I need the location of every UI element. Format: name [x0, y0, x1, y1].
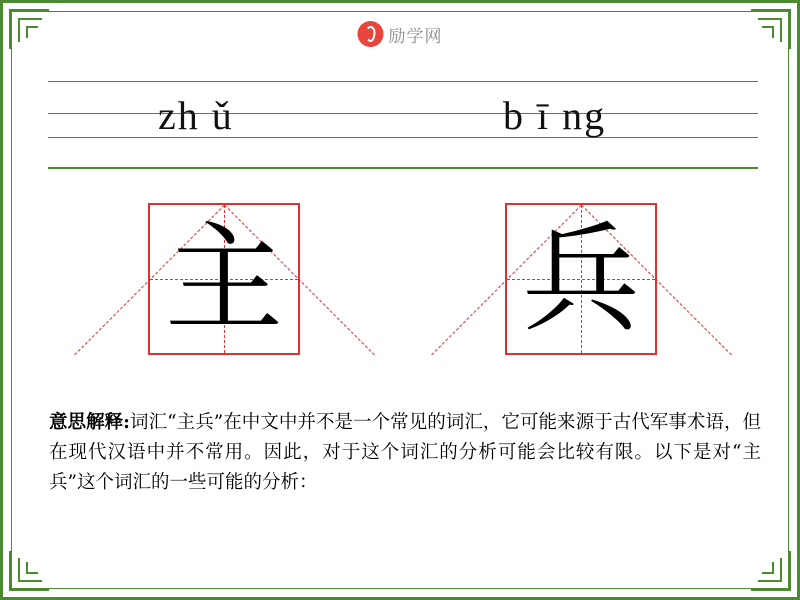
character-grid-cell [505, 203, 657, 355]
flame-circle-icon [358, 21, 384, 47]
character-grid-row [3, 203, 800, 363]
pinyin-staff [48, 81, 758, 171]
pinyin-syllable: zh ǔ [158, 93, 234, 138]
staff-line [48, 167, 758, 169]
hanzi-character: 主 [164, 210, 283, 348]
staff-line [48, 113, 758, 114]
staff-line [48, 81, 758, 82]
corner-ornament-bottom-right [751, 551, 791, 591]
explanation-label: 意思解释: [49, 412, 131, 433]
explanation-block [49, 408, 761, 498]
explanation-body: 词汇“主兵”在中文中并不是一个常见的词汇，它可能来源于古代军事术语，但在现代汉语中并不常用。因此，对于这个词汇的分析可能会比较有限。以下是对“主兵”这个词汇的一些可能的分析： [49, 412, 761, 493]
character-grid-cell [148, 203, 300, 355]
corner-ornament-top-left [9, 9, 49, 49]
corner-ornament-top-right [751, 9, 791, 49]
pinyin-syllable: b ī ng [503, 93, 607, 138]
staff-line [48, 137, 758, 138]
hanzi-character: 兵 [521, 210, 640, 348]
site-logo-label: 励学网 [388, 26, 443, 46]
corner-ornament-bottom-left [9, 551, 49, 591]
site-logo[interactable] [358, 21, 443, 47]
